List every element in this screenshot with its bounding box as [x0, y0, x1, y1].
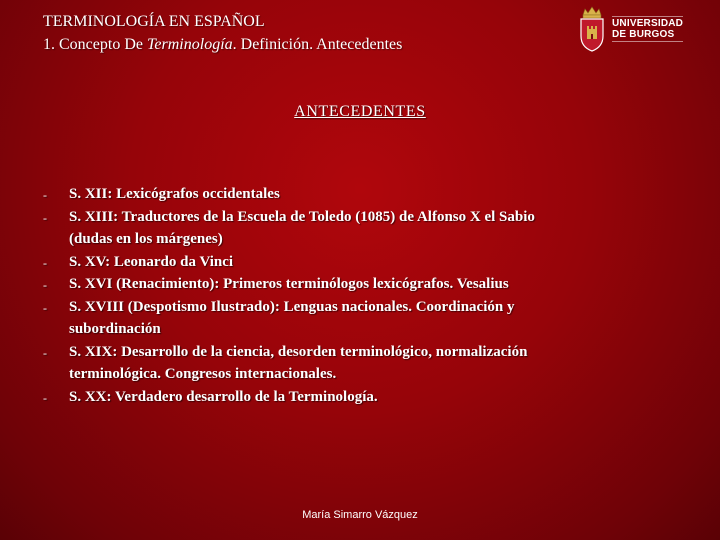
list-item — [43, 296, 643, 341]
list-item — [43, 273, 643, 296]
subtitle-suffix: . Definición. Antecedentes — [232, 36, 403, 53]
list-item-text: S. XII: Lexicógrafos occidentales — [69, 186, 280, 202]
list-item-text: subordinación — [69, 321, 161, 337]
list-item-text: S. XVI (Renacimiento): Primeros terminólogos lexicógrafos. Vesalius — [69, 276, 509, 292]
list-item-text: S. XV: Leonardo da Vinci — [69, 253, 234, 270]
antecedents-list — [43, 183, 643, 408]
university-logo — [578, 3, 698, 55]
bullet-marker: - — [43, 188, 47, 202]
list-item — [43, 206, 643, 251]
list-item-text: S. XX: Verdadero desarrollo de la Terminología. — [69, 388, 378, 405]
slide-subtitle — [43, 36, 402, 53]
logo-line-1: UNIVERSIDAD — [612, 18, 684, 29]
list-item-text: terminológica. Congresos internacionales. — [69, 366, 337, 382]
list-item-text: (dudas en los márgenes) — [69, 231, 223, 247]
author-footer: María Simarro Vázquez — [302, 509, 418, 521]
bullet-marker: - — [43, 300, 47, 315]
slide-header — [43, 10, 402, 56]
bullet-marker: - — [43, 278, 47, 292]
list-item-text: S. XIII: Traductores de la Escuela de Toledo (1085) de Alfonso X el Sabio — [69, 208, 535, 225]
bullet-marker: - — [43, 390, 47, 405]
list-item — [43, 251, 643, 274]
list-item-text: S. XIX: Desarrollo de la ciencia, desorden terminológico, normalización — [69, 343, 528, 360]
bullet-marker: - — [43, 210, 47, 225]
list-item — [43, 386, 643, 409]
subtitle-prefix: 1. Concepto De — [43, 36, 147, 53]
crest-icon — [578, 6, 606, 52]
bullet-marker: - — [43, 345, 47, 360]
list-item-text: S. XVIII (Despotismo Ilustrado): Lenguas nacionales. Coordinación y — [69, 298, 515, 315]
slide-title: TERMINOLOGÍA EN ESPAÑOL — [43, 13, 265, 30]
subtitle-italic: Terminología — [146, 36, 233, 53]
list-item — [43, 183, 643, 206]
logo-text — [612, 16, 683, 42]
list-item — [43, 341, 643, 386]
bullet-marker: - — [43, 255, 47, 270]
section-heading: ANTECEDENTES — [294, 103, 426, 120]
logo-line-2: DE BURGOS — [612, 29, 675, 40]
